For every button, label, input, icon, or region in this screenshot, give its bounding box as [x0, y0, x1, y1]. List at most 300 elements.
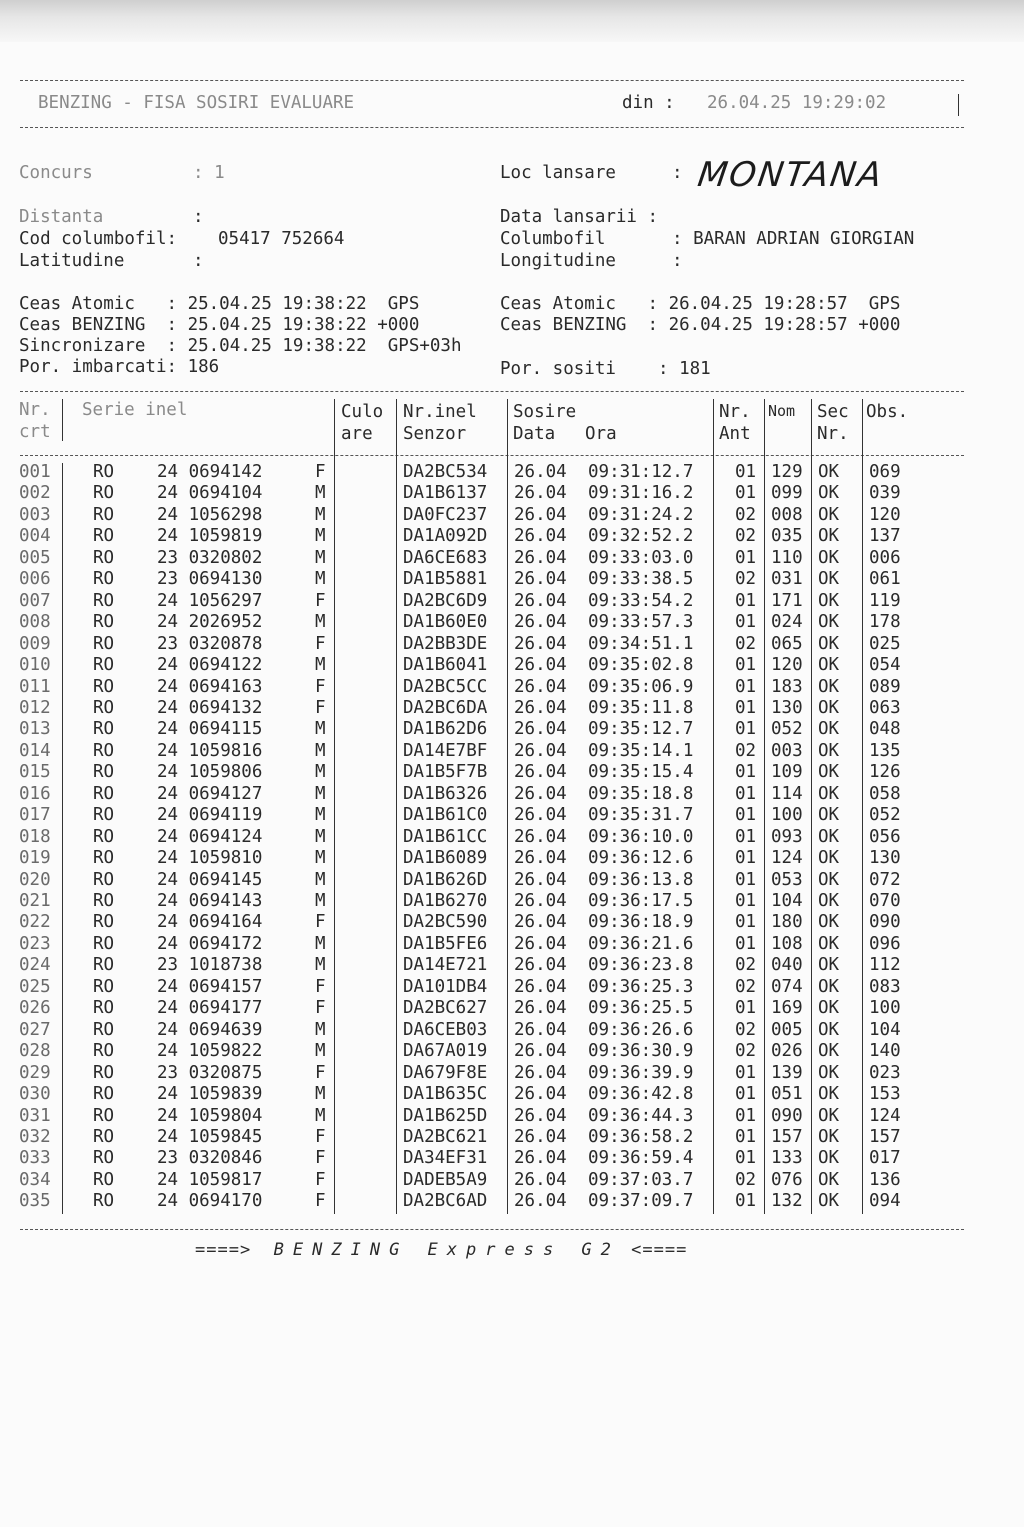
- cell-ring: 24 0694172: [157, 933, 263, 954]
- cell-nom: 031: [771, 569, 803, 590]
- cell-ant: 02: [735, 1019, 757, 1040]
- cell-date: 26.04: [514, 590, 567, 611]
- ceas-benzing-start: Ceas BENZING : 25.04.25 19:38:22 +000: [19, 315, 420, 335]
- cell-time: 09:36:58.2: [588, 1126, 694, 1147]
- cell-ctry: RO: [93, 1041, 115, 1062]
- cell-ant: 01: [735, 869, 757, 890]
- cell-sec: OK: [818, 633, 840, 654]
- table-row: [0, 657, 1024, 678]
- cell-nom: 035: [771, 526, 803, 547]
- report-date-label: din :: [622, 93, 675, 113]
- cell-sensor: DA2BC6D9: [403, 590, 488, 611]
- cell-sex: M: [315, 1084, 326, 1105]
- cell-nr: 025: [19, 976, 51, 997]
- footer-banner: [195, 1240, 687, 1260]
- table-row: [0, 633, 1024, 657]
- data-lansarii-label: Data lansarii :: [500, 207, 659, 227]
- cell-ant: 01: [735, 612, 757, 633]
- cell-ring: 24 1059845: [157, 1126, 263, 1147]
- cell-nr: 031: [19, 1105, 51, 1126]
- cell-obs: 070: [869, 891, 901, 911]
- cell-ant: 01: [735, 547, 757, 568]
- cell-time: 09:35:14.1: [588, 740, 694, 761]
- cell-sex: M: [315, 526, 326, 547]
- table-row: [0, 676, 1024, 700]
- cell-date: 26.04: [514, 1126, 567, 1147]
- cell-sensor: DA1B61CC: [403, 826, 488, 847]
- cell-time: 09:35:31.7: [588, 805, 694, 826]
- cell-sec: OK: [818, 1126, 840, 1147]
- cell-ctry: RO: [93, 1105, 115, 1126]
- cell-sec: OK: [818, 912, 840, 933]
- cell-sec: OK: [818, 590, 840, 611]
- header-data: Data: [513, 424, 556, 444]
- cell-date: 26.04: [514, 891, 567, 911]
- cell-ctry: RO: [93, 976, 115, 997]
- cell-ant: 02: [735, 504, 757, 525]
- cell-nom: 052: [771, 719, 803, 740]
- cell-nom: 008: [771, 504, 803, 525]
- cell-sensor: DA1B5F7B: [403, 762, 488, 783]
- cell-nom: 108: [771, 933, 803, 954]
- table-row: [0, 807, 1024, 828]
- cell-time: 09:32:52.2: [588, 526, 694, 547]
- cell-nom: 169: [771, 998, 803, 1019]
- cell-sensor: DA1B5881: [403, 569, 488, 590]
- footer-brand: BENZING Express G2: [273, 1240, 620, 1260]
- cell-sex: F: [315, 590, 326, 611]
- cell-ant: 01: [735, 848, 757, 869]
- cell-time: 09:36:21.6: [588, 933, 694, 954]
- cell-sec: OK: [818, 1062, 840, 1083]
- cell-obs: 126: [869, 762, 901, 783]
- cell-sensor: DA67A019: [403, 1041, 488, 1062]
- cell-time: 09:35:12.7: [588, 719, 694, 740]
- cell-sex: F: [315, 676, 326, 697]
- cell-obs: 054: [869, 655, 901, 676]
- cell-time: 09:35:15.4: [588, 762, 694, 783]
- cell-date: 26.04: [514, 1105, 567, 1126]
- header-ant: Ant: [719, 424, 751, 444]
- cell-nr: 035: [19, 1191, 51, 1212]
- cell-ctry: RO: [93, 697, 115, 718]
- cell-ctry: RO: [93, 1148, 115, 1169]
- cell-sensor: DA1B626D: [403, 869, 488, 890]
- header-crt: crt: [19, 422, 51, 442]
- cell-ring: 23 0320846: [157, 1148, 263, 1169]
- cell-nr: 018: [19, 826, 51, 847]
- cell-time: 09:35:02.8: [588, 655, 694, 676]
- header-obs: Obs.: [866, 402, 909, 422]
- cell-time: 09:35:18.8: [588, 783, 694, 804]
- cell-ant: 01: [735, 1191, 757, 1212]
- cell-date: 26.04: [514, 547, 567, 568]
- cell-nr: 014: [19, 740, 51, 761]
- cell-time: 09:36:59.4: [588, 1148, 694, 1169]
- cell-ring: 24 2026952: [157, 612, 263, 633]
- cell-date: 26.04: [514, 676, 567, 697]
- cell-nr: 015: [19, 762, 51, 783]
- cell-sensor: DA1B60E0: [403, 612, 488, 633]
- footer-left-arrow: ====>: [195, 1240, 252, 1260]
- cell-ring: 24 0694177: [157, 998, 263, 1019]
- table-header-rule: [20, 455, 964, 456]
- cell-sensor: DA1B6041: [403, 655, 488, 676]
- ceas-atomic-start: Ceas Atomic : 25.04.25 19:38:22 GPS: [19, 294, 420, 314]
- cell-time: 09:35:11.8: [588, 697, 694, 718]
- cell-ring: 24 0694157: [157, 976, 263, 997]
- cell-nr: 011: [19, 676, 51, 697]
- cell-time: 09:31:16.2: [588, 483, 694, 504]
- cell-time: 09:33:38.5: [588, 569, 694, 590]
- cell-ctry: RO: [93, 483, 115, 504]
- cell-sensor: DA2BC6AD: [403, 1191, 488, 1212]
- cell-nr: 029: [19, 1062, 51, 1083]
- cell-time: 09:36:10.0: [588, 826, 694, 847]
- cell-ctry: RO: [93, 869, 115, 890]
- cell-ant: 01: [735, 462, 757, 482]
- table-row: [0, 933, 1024, 957]
- cell-obs: 137: [869, 526, 901, 547]
- cell-sex: F: [315, 1062, 326, 1083]
- header-nr-inel: Nr.inel: [403, 402, 477, 422]
- cell-sec: OK: [818, 783, 840, 804]
- cell-obs: 120: [869, 504, 901, 525]
- cell-ring: 24 0694132: [157, 697, 263, 718]
- cell-obs: 096: [869, 933, 901, 954]
- cell-sensor: DA34EF31: [403, 1148, 488, 1169]
- cell-date: 26.04: [514, 1191, 567, 1212]
- cell-sex: M: [315, 1105, 326, 1126]
- cell-ctry: RO: [93, 740, 115, 761]
- cell-nom: 109: [771, 762, 803, 783]
- cell-time: 09:31:12.7: [588, 462, 694, 482]
- cell-nr: 001: [19, 462, 51, 482]
- columbofil-value: : BARAN ADRIAN GIORGIAN: [672, 229, 915, 249]
- cell-ring: 24 0694115: [157, 719, 263, 740]
- cell-date: 26.04: [514, 762, 567, 783]
- cell-date: 26.04: [514, 569, 567, 590]
- cell-nr: 019: [19, 848, 51, 869]
- header-nom: Nom: [768, 402, 796, 420]
- cell-ring: 24 0694639: [157, 1019, 263, 1040]
- cell-ctry: RO: [93, 569, 115, 590]
- table-row: [0, 764, 1024, 785]
- cell-sensor: DA101DB4: [403, 976, 488, 997]
- cell-ctry: RO: [93, 462, 115, 482]
- ceas-atomic-end: Ceas Atomic : 26.04.25 19:28:57 GPS: [500, 294, 901, 314]
- cell-ctry: RO: [93, 826, 115, 847]
- cell-sex: M: [315, 612, 326, 633]
- cell-sex: M: [315, 783, 326, 804]
- header-nr: Nr.: [19, 400, 51, 420]
- cell-ring: 24 1059804: [157, 1105, 263, 1126]
- cell-obs: 100: [869, 998, 901, 1019]
- cell-sec: OK: [818, 504, 840, 525]
- cell-nom: 005: [771, 1019, 803, 1040]
- distanta-label: Distanta: [19, 207, 104, 227]
- table-row: [0, 1105, 1024, 1129]
- cell-time: 09:31:24.2: [588, 504, 694, 525]
- cell-sec: OK: [818, 1148, 840, 1169]
- cell-date: 26.04: [514, 805, 567, 826]
- cell-ant: 01: [735, 1105, 757, 1126]
- cell-ctry: RO: [93, 955, 115, 976]
- header-culoare-2: are: [341, 424, 373, 444]
- cell-sec: OK: [818, 1169, 840, 1190]
- table-row: [0, 1019, 1024, 1043]
- cell-ant: 01: [735, 655, 757, 676]
- cell-date: 26.04: [514, 697, 567, 718]
- cell-date: 26.04: [514, 526, 567, 547]
- cell-sensor: DA0FC237: [403, 504, 488, 525]
- cell-ctry: RO: [93, 547, 115, 568]
- cell-ctry: RO: [93, 633, 115, 654]
- cell-nr: 026: [19, 998, 51, 1019]
- table-row: [0, 504, 1024, 528]
- cell-obs: 135: [869, 740, 901, 761]
- cell-obs: 104: [869, 1019, 901, 1040]
- cell-nom: 093: [771, 826, 803, 847]
- cell-sec: OK: [818, 1084, 840, 1105]
- cell-ant: 01: [735, 483, 757, 504]
- porumbei-sositi: Por. sositi : 181: [500, 359, 711, 379]
- cell-sec: OK: [818, 762, 840, 783]
- cell-date: 26.04: [514, 462, 567, 482]
- cell-ring: 24 1056297: [157, 590, 263, 611]
- cell-obs: 056: [869, 826, 901, 847]
- header-sec-nr: Nr.: [817, 424, 849, 444]
- cell-time: 09:36:23.8: [588, 955, 694, 976]
- scan-shadow: [0, 0, 1024, 42]
- table-row: [0, 1043, 1024, 1064]
- cell-time: 09:37:03.7: [588, 1169, 694, 1190]
- cell-date: 26.04: [514, 1019, 567, 1040]
- cell-ring: 24 0694122: [157, 655, 263, 676]
- table-row: [0, 547, 1024, 571]
- cell-date: 26.04: [514, 633, 567, 654]
- table-row: [0, 914, 1024, 935]
- cell-ring: 24 0694164: [157, 912, 263, 933]
- cell-nom: 130: [771, 697, 803, 718]
- cell-obs: 090: [869, 912, 901, 933]
- table-row: [0, 614, 1024, 635]
- cell-nr: 020: [19, 869, 51, 890]
- cell-nom: 051: [771, 1084, 803, 1105]
- cell-sec: OK: [818, 826, 840, 847]
- table-row: [0, 1086, 1024, 1107]
- report-date-value: 26.04.25 19:29:02: [707, 93, 887, 113]
- cell-time: 09:36:18.9: [588, 912, 694, 933]
- cell-nr: 028: [19, 1041, 51, 1062]
- cell-date: 26.04: [514, 719, 567, 740]
- table-row: [0, 976, 1024, 1000]
- cell-sec: OK: [818, 805, 840, 826]
- cell-sensor: DA1B635C: [403, 1084, 488, 1105]
- cell-ant: 02: [735, 1169, 757, 1190]
- cell-nr: 017: [19, 805, 51, 826]
- cell-nr: 021: [19, 891, 51, 911]
- cell-ring: 24 1059810: [157, 848, 263, 869]
- cell-nom: 024: [771, 612, 803, 633]
- cell-date: 26.04: [514, 1148, 567, 1169]
- cell-ring: 23 1018738: [157, 955, 263, 976]
- header-nr-ant: Nr.: [719, 402, 751, 422]
- cell-nr: 016: [19, 783, 51, 804]
- cell-nom: 053: [771, 869, 803, 890]
- cell-sex: M: [315, 740, 326, 761]
- cell-sensor: DA6CEB03: [403, 1019, 488, 1040]
- cell-obs: 157: [869, 1126, 901, 1147]
- cell-ant: 02: [735, 955, 757, 976]
- cell-nom: 133: [771, 1148, 803, 1169]
- cell-ctry: RO: [93, 676, 115, 697]
- cell-nr: 005: [19, 547, 51, 568]
- cell-nom: 114: [771, 783, 803, 804]
- cell-nr: 004: [19, 526, 51, 547]
- cell-ring: 24 0694163: [157, 676, 263, 697]
- cell-sec: OK: [818, 569, 840, 590]
- table-row: [0, 528, 1024, 549]
- title-right-bar: [958, 94, 959, 116]
- cell-time: 09:33:03.0: [588, 547, 694, 568]
- cell-ctry: RO: [93, 998, 115, 1019]
- cell-sec: OK: [818, 976, 840, 997]
- cell-ctry: RO: [93, 526, 115, 547]
- cell-ctry: RO: [93, 1191, 115, 1212]
- table-row: [0, 850, 1024, 871]
- cell-nom: 180: [771, 912, 803, 933]
- cell-ant: 01: [735, 826, 757, 847]
- cell-sex: F: [315, 998, 326, 1019]
- cell-nr: 033: [19, 1148, 51, 1169]
- cell-nr: 006: [19, 569, 51, 590]
- cell-nr: 034: [19, 1169, 51, 1190]
- cell-nom: 124: [771, 848, 803, 869]
- cell-ctry: RO: [93, 655, 115, 676]
- cell-ctry: RO: [93, 912, 115, 933]
- cell-sec: OK: [818, 998, 840, 1019]
- cell-ring: 24 1059822: [157, 1041, 263, 1062]
- cell-nr: 007: [19, 590, 51, 611]
- cell-sensor: DA14E7BF: [403, 740, 488, 761]
- cell-sex: M: [315, 891, 326, 911]
- cell-sex: F: [315, 462, 326, 482]
- cell-ring: 24 0694142: [157, 462, 263, 482]
- cell-sex: M: [315, 655, 326, 676]
- cell-date: 26.04: [514, 612, 567, 633]
- cell-ctry: RO: [93, 504, 115, 525]
- cell-ant: 01: [735, 1126, 757, 1147]
- cell-sensor: DA2BC5CC: [403, 676, 488, 697]
- header-sosire: Sosire: [513, 402, 577, 422]
- table-row: [0, 1150, 1024, 1171]
- cell-sex: M: [315, 805, 326, 826]
- cell-nr: 009: [19, 633, 51, 654]
- cell-time: 09:33:54.2: [588, 590, 694, 611]
- distanta-value: :: [193, 207, 204, 227]
- cell-date: 26.04: [514, 848, 567, 869]
- cell-date: 26.04: [514, 869, 567, 890]
- cell-nom: 104: [771, 891, 803, 911]
- cell-sec: OK: [818, 1019, 840, 1040]
- cell-nr: 002: [19, 483, 51, 504]
- cell-time: 09:36:13.8: [588, 869, 694, 890]
- title-bottom-rule: [20, 127, 964, 128]
- cell-nr: 013: [19, 719, 51, 740]
- cell-date: 26.04: [514, 933, 567, 954]
- cell-ring: 24 0694119: [157, 805, 263, 826]
- cell-nom: 074: [771, 976, 803, 997]
- header-ora: Ora: [585, 424, 617, 444]
- concurs-value: : 1: [193, 163, 225, 183]
- cell-nr: 032: [19, 1126, 51, 1147]
- cell-sensor: DA2BC621: [403, 1126, 488, 1147]
- porumbei-imbarcati: Por. imbarcati: 186: [19, 357, 220, 377]
- cell-sec: OK: [818, 933, 840, 954]
- cell-sec: OK: [818, 483, 840, 504]
- header-senzor: Senzor: [403, 424, 467, 444]
- cell-ring: 24 0694124: [157, 826, 263, 847]
- cell-date: 26.04: [514, 1062, 567, 1083]
- cell-ant: 01: [735, 912, 757, 933]
- concurs-label: Concurs: [19, 163, 93, 183]
- cell-sex: M: [315, 933, 326, 954]
- cell-ring: 24 1059817: [157, 1169, 263, 1190]
- cell-nom: 065: [771, 633, 803, 654]
- cell-obs: 048: [869, 719, 901, 740]
- cell-time: 09:36:42.8: [588, 1084, 694, 1105]
- cell-ctry: RO: [93, 933, 115, 954]
- table-row: [0, 740, 1024, 764]
- cell-nr: 022: [19, 912, 51, 933]
- table-row: [0, 1000, 1024, 1021]
- cell-sex: M: [315, 1019, 326, 1040]
- cell-sensor: DA1B6137: [403, 483, 488, 504]
- cell-nom: 120: [771, 655, 803, 676]
- cell-date: 26.04: [514, 998, 567, 1019]
- table-row: [0, 1062, 1024, 1086]
- cell-ctry: RO: [93, 783, 115, 804]
- cell-ring: 24 1056298: [157, 504, 263, 525]
- cell-sensor: DA2BC6DA: [403, 697, 488, 718]
- cell-nom: 099: [771, 483, 803, 504]
- cell-nom: 171: [771, 590, 803, 611]
- cell-ant: 02: [735, 569, 757, 590]
- cell-sensor: DA14E721: [403, 955, 488, 976]
- cell-obs: 089: [869, 676, 901, 697]
- cell-sensor: DA1A092D: [403, 526, 488, 547]
- cell-ring: 24 0694104: [157, 483, 263, 504]
- cell-sensor: DA1B625D: [403, 1105, 488, 1126]
- cell-sex: M: [315, 504, 326, 525]
- cell-sex: M: [315, 826, 326, 847]
- cell-nr: 030: [19, 1084, 51, 1105]
- cell-ant: 01: [735, 1148, 757, 1169]
- report-title: BENZING - FISA SOSIRI EVALUARE: [38, 93, 355, 113]
- table-row: [0, 957, 1024, 978]
- cell-sex: M: [315, 569, 326, 590]
- cell-time: 09:36:25.5: [588, 998, 694, 1019]
- table-row: [0, 893, 1024, 914]
- cell-nr: 027: [19, 1019, 51, 1040]
- latitudine-label: Latitudine: [19, 251, 125, 271]
- cell-ant: 01: [735, 998, 757, 1019]
- cell-sec: OK: [818, 526, 840, 547]
- cell-ctry: RO: [93, 590, 115, 611]
- cell-nom: 183: [771, 676, 803, 697]
- cell-date: 26.04: [514, 1169, 567, 1190]
